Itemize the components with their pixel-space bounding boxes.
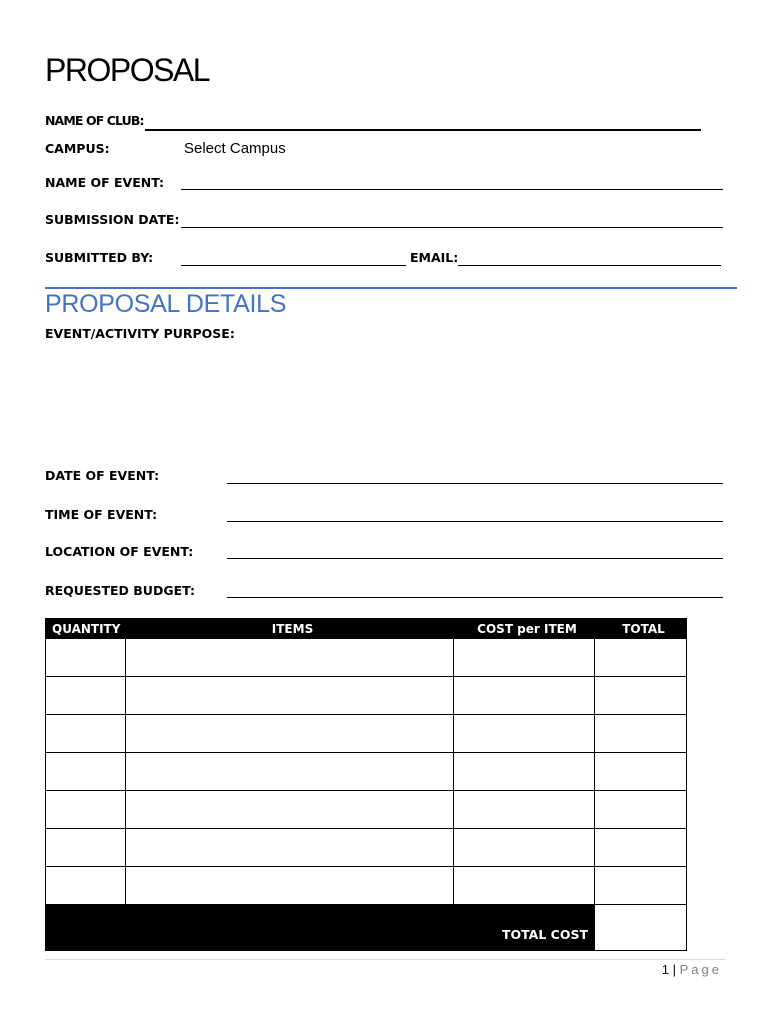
email-label: EMAIL: [410, 250, 459, 265]
section-divider [45, 287, 737, 289]
event-purpose-area[interactable] [45, 345, 725, 455]
items-cell[interactable] [126, 791, 454, 829]
name-of-club-field[interactable] [145, 129, 701, 131]
items-cell[interactable] [126, 677, 454, 715]
page-number: 1 [661, 962, 669, 977]
page-word: Page [679, 962, 722, 977]
name-of-event-field[interactable] [181, 189, 723, 190]
cost-cell[interactable] [454, 677, 595, 715]
items-cell[interactable] [126, 753, 454, 791]
items-cell[interactable] [126, 715, 454, 753]
items-cell[interactable] [126, 867, 454, 905]
total-cost-label: TOTAL COST [46, 905, 595, 951]
items-cell[interactable] [126, 639, 454, 677]
location-of-event-field[interactable] [227, 558, 723, 559]
budget-table [45, 618, 687, 951]
items-header: ITEMS [126, 619, 454, 639]
total-header: TOTAL [595, 619, 687, 639]
table-row [46, 677, 687, 715]
footer-separator: | [672, 962, 676, 977]
quantity-header: QUANTITY [46, 619, 126, 639]
cost-cell[interactable] [454, 715, 595, 753]
email-field[interactable] [458, 265, 721, 266]
proposal-details-heading: PROPOSAL DETAILS [45, 290, 287, 318]
cost-per-item-header: COST per ITEM [454, 619, 595, 639]
quantity-cell[interactable] [46, 639, 126, 677]
cost-cell[interactable] [454, 791, 595, 829]
campus-select[interactable]: Select Campus [184, 140, 286, 157]
table-row [46, 715, 687, 753]
table-row [46, 639, 687, 677]
name-of-event-label: NAME OF EVENT: [45, 175, 165, 190]
items-cell[interactable] [126, 829, 454, 867]
date-of-event-label: DATE OF EVENT: [45, 468, 160, 483]
quantity-cell[interactable] [46, 829, 126, 867]
table-row [46, 829, 687, 867]
footer-divider [45, 959, 725, 960]
table-row [46, 791, 687, 829]
total-cell[interactable] [595, 639, 687, 677]
total-cell[interactable] [595, 753, 687, 791]
total-cell[interactable] [595, 829, 687, 867]
quantity-cell[interactable] [46, 753, 126, 791]
table-row [46, 867, 687, 905]
requested-budget-field[interactable] [227, 597, 723, 598]
total-cell[interactable] [595, 677, 687, 715]
total-cost-row [46, 905, 687, 951]
quantity-cell[interactable] [46, 715, 126, 753]
event-purpose-label: EVENT/ACTIVITY PURPOSE: [45, 326, 235, 341]
page-footer [662, 962, 722, 977]
time-of-event-field[interactable] [227, 521, 723, 522]
cost-cell[interactable] [454, 867, 595, 905]
submission-date-label: SUBMISSION DATE: [45, 212, 180, 227]
total-cell[interactable] [595, 791, 687, 829]
time-of-event-label: TIME OF EVENT: [45, 507, 158, 522]
cost-cell[interactable] [454, 829, 595, 867]
submission-date-field[interactable] [181, 227, 723, 228]
requested-budget-label: REQUESTED BUDGET: [45, 583, 195, 598]
quantity-cell[interactable] [46, 867, 126, 905]
total-cost-value[interactable] [595, 905, 687, 951]
submitted-by-field[interactable] [181, 265, 406, 266]
total-cell[interactable] [595, 715, 687, 753]
date-of-event-field[interactable] [227, 483, 723, 484]
campus-label: CAMPUS: [45, 141, 110, 156]
quantity-cell[interactable] [46, 791, 126, 829]
name-of-club-label: NAME OF CLUB: [45, 113, 144, 128]
location-of-event-label: LOCATION OF EVENT: [45, 544, 194, 559]
quantity-cell[interactable] [46, 677, 126, 715]
cost-cell[interactable] [454, 639, 595, 677]
total-cell[interactable] [595, 867, 687, 905]
table-header-row [46, 619, 687, 639]
submitted-by-label: SUBMITTED BY: [45, 250, 154, 265]
cost-cell[interactable] [454, 753, 595, 791]
page-title: PROPOSAL [45, 52, 210, 88]
table-row [46, 753, 687, 791]
